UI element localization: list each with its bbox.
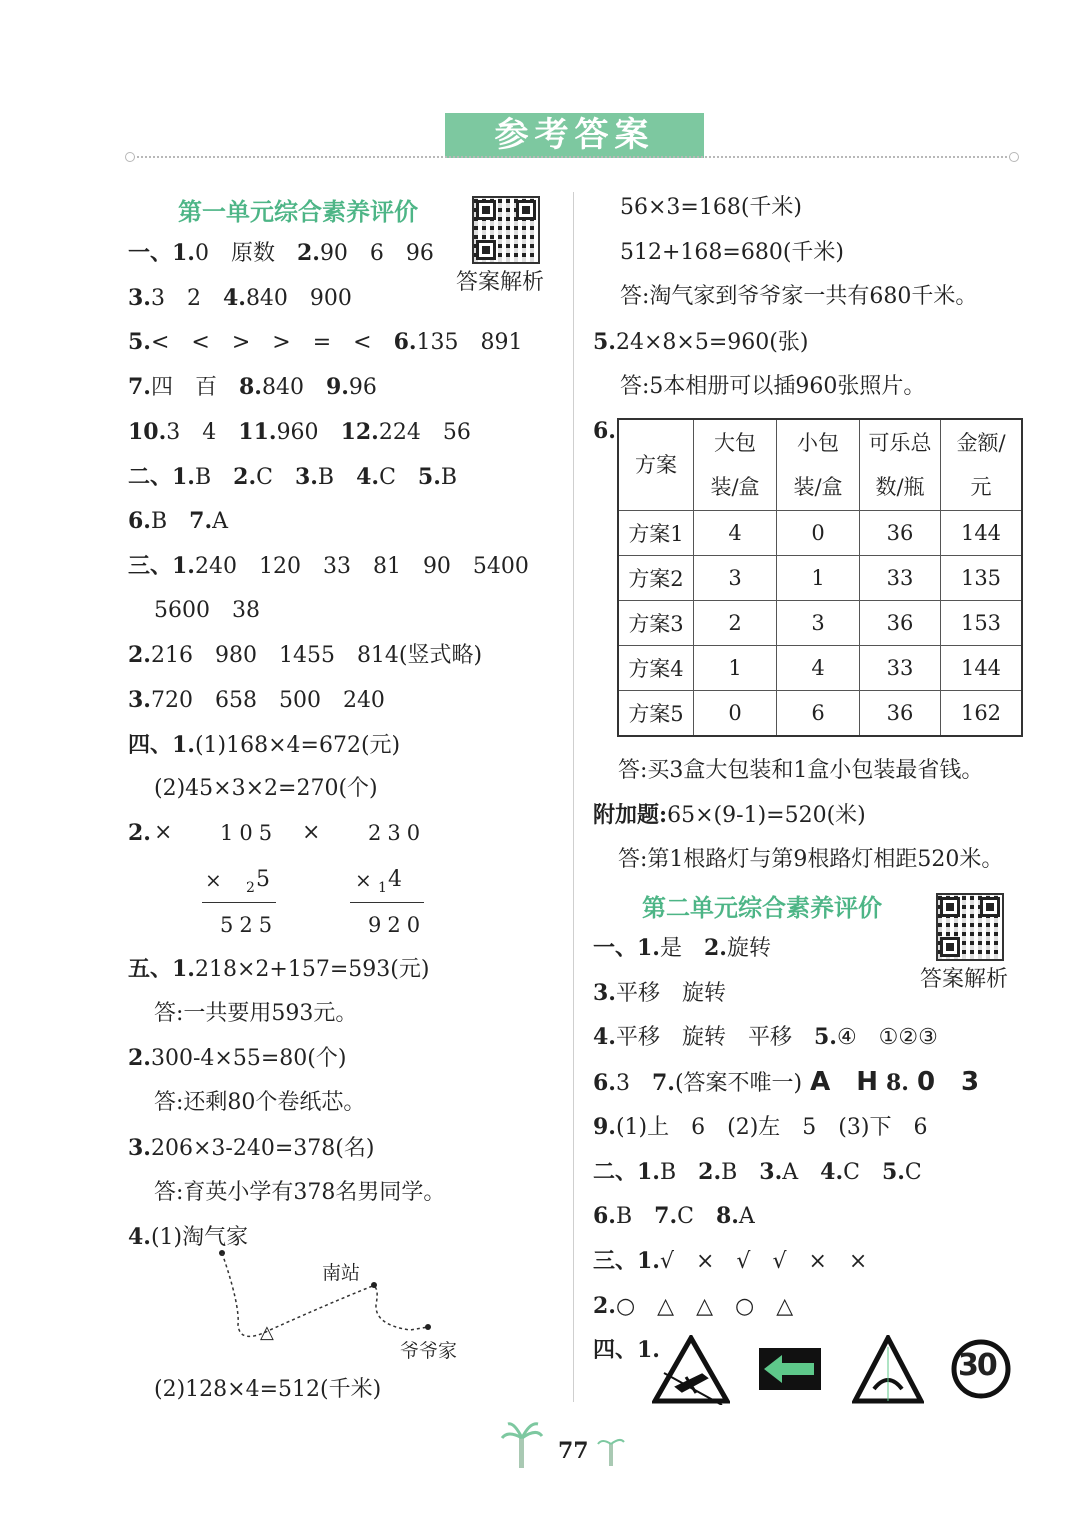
answer-line [128, 640, 482, 671]
answer-line [154, 596, 260, 626]
answer-line [128, 417, 471, 448]
question-number: 5. [128, 329, 151, 356]
question-number: 7. [651, 1070, 675, 1097]
column-divider [573, 192, 574, 1402]
question-number: 7. [654, 1203, 678, 1230]
question-number: 3. [128, 284, 151, 311]
answer-text: B [194, 464, 234, 490]
question-number: 3. [759, 1158, 783, 1185]
answer-text: ○ △ △ ○ △ [615, 1293, 794, 1319]
answer-text: (答案不唯一) [674, 1071, 803, 1097]
vertical-result: 920 [368, 913, 427, 937]
answer-line [154, 1178, 445, 1208]
answer-text: 218×2+157=593(元) [194, 957, 430, 982]
question-number: 2. [698, 1158, 722, 1185]
question-number: 4. [593, 1024, 616, 1051]
road-bump-sign-icon [852, 1335, 924, 1405]
answer-line [128, 462, 457, 493]
map-triangle-mark: △ [260, 1322, 274, 1343]
answer-text: 答:育英小学有378名男同学。 [154, 1179, 446, 1205]
answer-line [593, 1201, 755, 1232]
answer-text: 是 [659, 936, 704, 961]
question-number: 4. [356, 463, 380, 490]
question-number: 3. [593, 979, 616, 1006]
table-cell: 6 [777, 691, 860, 737]
table-cell: 36 [860, 691, 941, 737]
table-header-text: 可乐总 [868, 431, 932, 455]
question-number: 4. [222, 284, 246, 311]
question-number: 6. [593, 418, 616, 444]
qr-code-icon[interactable] [936, 893, 1004, 961]
table-cell: 4 [694, 511, 777, 556]
answer-text: √ × √ √ × × [659, 1248, 868, 1274]
answer-line [620, 372, 925, 402]
table-cell: 方案1 [618, 511, 694, 556]
question-number: 二、1. [593, 1158, 660, 1185]
answer-text: (2)45×3×2=270(个) [154, 776, 378, 802]
table-cell: 36 [860, 601, 941, 646]
vertical-top: 105 [220, 821, 279, 845]
table-cell: 135 [941, 556, 1023, 601]
answer-text: B [721, 1159, 760, 1185]
qr-code-icon[interactable] [472, 196, 540, 264]
table-cell: 0 [777, 511, 860, 556]
table-cell: 1 [777, 556, 860, 601]
table-header-text: 小包 [797, 431, 839, 455]
answer-line [620, 193, 802, 223]
answer-text: C [379, 464, 418, 490]
map-label-south-station: 南站 [322, 1262, 361, 1284]
wrong-mark: × [302, 820, 321, 845]
answer-text: 答:淘气家到爷爷家一共有680千米。 [620, 284, 978, 310]
answer-text: 840 900 [245, 285, 352, 311]
answer-text: (1)168×4=672(元) [194, 732, 401, 758]
answer-text: 960 [276, 419, 341, 445]
answer-line [128, 1043, 346, 1074]
answer-line [620, 238, 844, 268]
question-number: 2. [128, 1045, 151, 1072]
answer-text: 0 3 [916, 1067, 980, 1098]
answer-text: B [440, 464, 458, 490]
answer-text: 300-4×55=80(个) [150, 1046, 347, 1072]
answer-line [128, 283, 352, 314]
question-number: 3. [128, 687, 151, 713]
carry-digit: 2 [246, 880, 255, 896]
answer-line [128, 685, 385, 716]
question-number: 9. [325, 374, 349, 401]
answer-text: B [150, 509, 190, 535]
question-number: 三、1. [593, 1247, 660, 1274]
extra-question-label: 附加题: [593, 802, 668, 828]
table-cell: 方案5 [618, 691, 694, 737]
answer-line [620, 282, 977, 312]
vertical-line [350, 902, 424, 903]
answer-line [593, 978, 726, 1009]
question-number: 三、1. [128, 552, 195, 579]
vertical-line [202, 902, 276, 903]
answer-line [593, 1112, 927, 1143]
table-header-text: 数/瓶 [875, 475, 925, 499]
vertical-top: 230 [368, 821, 427, 845]
vertical-result: 525 [220, 913, 279, 937]
table-cell: 153 [941, 601, 1023, 646]
answer-line [593, 1291, 793, 1322]
table-header-cell [694, 419, 777, 511]
page-number: 77 [558, 1438, 589, 1464]
answer-line [593, 327, 808, 358]
answer-line [128, 730, 400, 761]
palm-tree-icon [500, 1420, 544, 1470]
answer-line [128, 506, 228, 537]
answer-text: 四 百 [150, 375, 239, 401]
table-row [618, 646, 1022, 691]
table-row [618, 601, 1022, 646]
answer-text: C [677, 1204, 716, 1230]
table-cell: 3 [694, 556, 777, 601]
table-cell: 方案3 [618, 601, 694, 646]
table-cell: 2 [694, 601, 777, 646]
question-number: 二、1. [128, 463, 195, 490]
answer-line [128, 954, 429, 985]
question-number: 9. [593, 1113, 616, 1140]
answer-line [128, 327, 523, 358]
answer-line [128, 1133, 374, 1164]
answer-line [593, 1335, 660, 1366]
extra-question-formula: 65×(9-1)=520(米) [667, 803, 866, 828]
question-number: 6. [393, 329, 417, 356]
vertical-multiplier: 5 [256, 867, 270, 892]
question-number: 6. [593, 1203, 616, 1230]
answer-line [593, 1067, 987, 1099]
question-number: 一、1. [128, 240, 195, 266]
question-number: 四、1. [593, 1337, 660, 1364]
question-number: 5. [813, 1024, 837, 1051]
answer-text: 平移 旋转 [615, 980, 726, 1006]
question-number: 7. [189, 508, 213, 535]
question-number: 6. [593, 1070, 616, 1097]
table-cell: 33 [860, 556, 941, 601]
answer-line [593, 1246, 867, 1277]
answer-text: B [615, 1204, 655, 1230]
question-number: 8. [886, 1070, 909, 1097]
question-number: 五、1. [128, 956, 195, 982]
answer-text: 56×3=168(千米) [620, 195, 803, 220]
answer-text: (1)淘气家 [150, 1225, 249, 1251]
times-sign: × [355, 868, 372, 892]
question-number: 7. [128, 374, 151, 401]
table-cell: 144 [941, 646, 1023, 691]
question-number: 2. [233, 463, 257, 490]
answer-text: C [256, 464, 295, 490]
table-row [618, 556, 1022, 601]
table-cell: 方案4 [618, 646, 694, 691]
table-cell: 33 [860, 646, 941, 691]
answer-text: 90 6 96 [319, 241, 434, 266]
answer-text: C [843, 1159, 882, 1185]
table-header-text: 元 [970, 475, 992, 499]
table-header-text: 大包 [714, 431, 756, 455]
table-row [618, 511, 1022, 556]
answer-text: 平移 旋转 平移 [615, 1025, 814, 1051]
wrong-mark: × [154, 820, 173, 845]
table-header-text: 方案 [635, 453, 677, 477]
table-header-text: 金额/ [956, 431, 1006, 455]
table-row [618, 691, 1022, 737]
table-header-cell [618, 419, 694, 511]
question-number: 5. [417, 463, 441, 490]
question-number: 8. [238, 374, 262, 401]
answer-text: 5600 38 [154, 597, 260, 623]
left-arrow-sign-icon [756, 1345, 826, 1395]
answer-text: 24×8×5=960(张) [615, 330, 809, 356]
answer-key-banner: 参考答案 [445, 113, 704, 158]
qr-label: 答案解析 [920, 967, 1009, 992]
answer-text: 答:5本相册可以插960张照片。 [620, 373, 926, 399]
answer-text: A [212, 509, 228, 535]
plan-table [617, 418, 1023, 737]
unit2-title: 第二单元综合素养评价 [642, 894, 882, 922]
table-header-cell [941, 419, 1023, 511]
question-number: 12. [340, 418, 379, 445]
table-cell: 0 [694, 691, 777, 737]
table-cell: 4 [777, 646, 860, 691]
question-number: 5. [593, 329, 616, 356]
answer-text: A [782, 1159, 821, 1185]
speed-limit-value: 30 [958, 1348, 996, 1383]
answer-text: 512+168=680(千米) [620, 239, 845, 265]
answer-line [593, 933, 771, 964]
table-header-cell [860, 419, 941, 511]
carry-digit: 1 [378, 880, 387, 896]
answer-text: A H [810, 1067, 878, 1098]
table-header-text: 装/盒 [793, 475, 843, 499]
answer-line: 答:买3盒大包装和1盒小包装最省钱。 [618, 758, 984, 783]
answer-text: 216 980 1455 814(竖式略) [150, 643, 483, 669]
answer-text: 旋转 [726, 936, 771, 961]
answer-text: 240 120 33 81 90 5400 [194, 553, 529, 579]
table-cell: 3 [777, 601, 860, 646]
answer-text: (1)上 6 (2)左 5 (3)下 6 [615, 1114, 928, 1140]
answer-line [154, 999, 357, 1029]
answer-line: (2)128×4=512(千米) [154, 1377, 382, 1402]
question-number: 10. [128, 418, 167, 445]
header-rule [130, 156, 1014, 158]
question-number: 4. [128, 1224, 151, 1251]
question-number: 2. [593, 1292, 616, 1319]
question-number: 5. [881, 1158, 905, 1185]
rule-end-dot [125, 152, 135, 162]
answer-text: B [659, 1159, 699, 1185]
question-number: 4. [820, 1158, 844, 1185]
table-header-row [618, 419, 1022, 511]
answer-text: ④ ①②③ [836, 1025, 938, 1051]
answer-text: 840 [261, 375, 326, 401]
unit1-title: 第一单元综合素养评价 [178, 198, 418, 226]
question-number: 一、1. [593, 935, 660, 961]
question-number: 3. [294, 463, 318, 490]
qr-label: 答案解析 [456, 270, 545, 295]
answer-text: 135 891 [416, 330, 523, 356]
answer-line: 答:第1根路灯与第9根路灯相距520米。 [618, 847, 1004, 872]
answer-text: 96 [348, 375, 377, 401]
rule-end-dot [1009, 152, 1019, 162]
vertical-multiplier: 4 [388, 867, 402, 892]
table-cell: 方案2 [618, 556, 694, 601]
question-number: 3. [128, 1134, 151, 1161]
answer-text: C [904, 1159, 922, 1185]
answer-text: 0 原数 [194, 241, 297, 266]
map-label-grandpa-home: 爷爷家 [400, 1340, 458, 1362]
answer-text: 3 [615, 1071, 652, 1097]
answer-text: 答:还剩80个卷纸芯。 [154, 1090, 366, 1116]
answer-line [154, 1088, 365, 1118]
table-cell: 1 [694, 646, 777, 691]
answer-text: 3 2 [150, 285, 223, 311]
table-cell: 144 [941, 511, 1023, 556]
answer-line [593, 1022, 938, 1053]
answer-text: 答:一共要用593元。 [154, 1000, 358, 1026]
answer-text: A [738, 1204, 755, 1230]
table-header-text: 装/盒 [710, 475, 760, 499]
table-cell: 162 [941, 691, 1023, 737]
answer-line [128, 551, 529, 582]
no-aircraft-sign-icon [652, 1335, 730, 1405]
answer-line [154, 774, 378, 804]
answer-line [128, 238, 434, 269]
question-number: 2. [296, 240, 320, 266]
answer-text: B [317, 464, 357, 490]
question-number: 2. [703, 935, 727, 961]
answer-text: 224 56 [378, 419, 471, 445]
table-cell: 36 [860, 511, 941, 556]
table-header-cell [777, 419, 860, 511]
question-number: 11. [238, 418, 277, 445]
answer-text: 206×3-240=378(名) [150, 1135, 375, 1161]
question-number: 6. [128, 508, 151, 535]
question-number: 2. [128, 642, 151, 669]
answer-line [128, 372, 377, 403]
palm-tree-icon [596, 1432, 626, 1468]
answer-line [593, 1157, 922, 1188]
answer-text: 720 658 500 240 [150, 688, 385, 713]
question-number: 四、1. [128, 731, 195, 758]
answer-text: 3 4 [166, 419, 239, 445]
answer-text: < < > > = < [150, 330, 394, 356]
question-number: 2. [128, 820, 151, 846]
question-number: 8. [715, 1203, 739, 1230]
times-sign: × [205, 868, 222, 892]
